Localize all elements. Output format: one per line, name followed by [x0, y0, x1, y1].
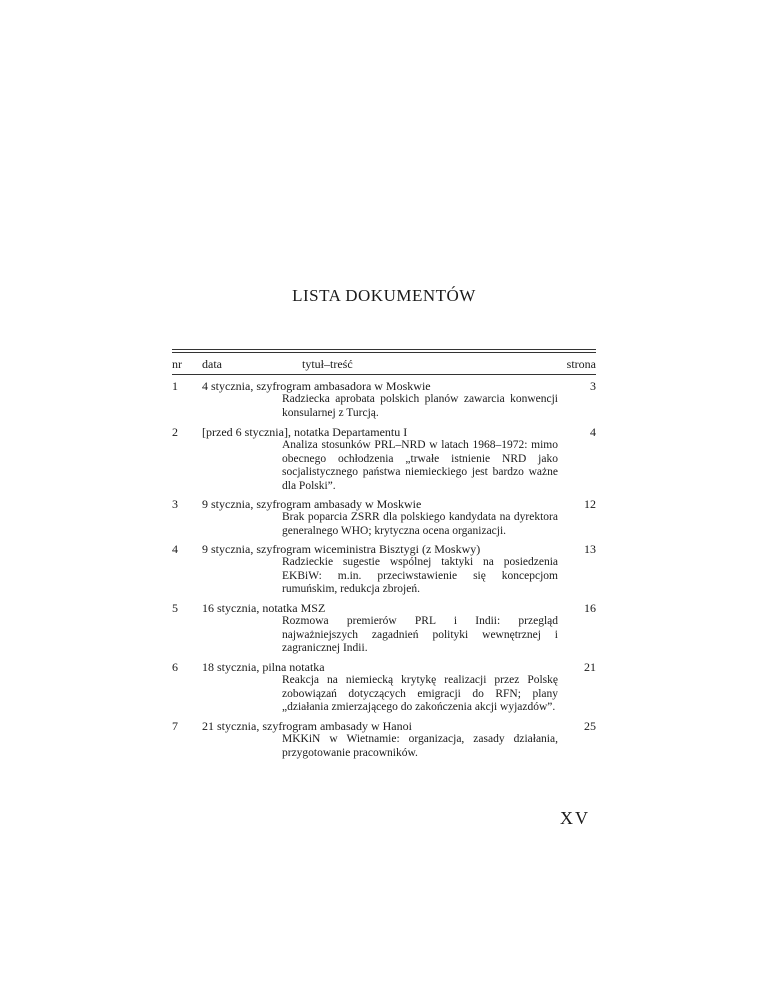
entry-page: 16	[584, 601, 596, 615]
table-rule-header	[172, 374, 596, 375]
table-rule-top	[172, 349, 596, 350]
entry-date: 18 stycznia, pilna notatka	[202, 660, 325, 674]
header-data: data	[202, 357, 222, 371]
table-rule-top-second	[172, 352, 596, 353]
header-tytul: tytuł–treść	[302, 357, 353, 371]
entry-description: Brak poparcia ZSRR dla polskiego kandydata na dyrektora generalnego WHO; krytyczna ocena organizacji.	[282, 511, 558, 537]
entry-number: 2	[172, 425, 178, 439]
entry-page: 3	[590, 379, 596, 393]
entry-date: 21 stycznia, szyfrogram ambasady w Hanoi	[202, 719, 412, 733]
entry-description: MKKiN w Wietnamie: organizacja, zasady działania, przygotowanie pracowników.	[282, 733, 558, 759]
entry-number: 3	[172, 497, 178, 511]
entry-description: Analiza stosunków PRL–NRD w latach 1968–1972: mimo obecnego ochłodzenia „trwałe istnienie NRD jako socjalistycznego państwa niemieckiego jest bardzo ważne dla Polski”.	[282, 439, 558, 492]
entry-number: 7	[172, 719, 178, 733]
entry-description: Reakcja na niemiecką krytykę realizacji przez Polskę zobowiązań dotyczących emigracji do RFN; plany „działania zmierzającego do zakończenia akcji wyjazdów”.	[282, 674, 558, 714]
entry-number: 4	[172, 542, 178, 556]
entry-page: 4	[590, 425, 596, 439]
table-header	[172, 357, 596, 373]
entry-date: 9 stycznia, szyfrogram ambasady w Moskwie	[202, 497, 422, 511]
entry-page: 21	[584, 660, 596, 674]
header-nr: nr	[172, 357, 182, 371]
entry-date: 9 stycznia, szyfrogram wiceministra Bisztygi (z Moskwy)	[202, 542, 481, 556]
page-title: LISTA DOKUMENTÓW	[292, 286, 476, 305]
header-strona: strona	[566, 357, 596, 371]
entry-number: 1	[172, 379, 178, 393]
entry-number: 6	[172, 660, 178, 674]
entry-description: Radzieckie sugestie wspólnej taktyki na posiedzenia EKBiW: m.in. przeciwstawienie się koncepcjom rumuńskim, redukcja zbrojeń.	[282, 556, 558, 596]
entry-date: 16 stycznia, notatka MSZ	[202, 601, 326, 615]
entry-page: 25	[584, 719, 596, 733]
page-folio: XV	[560, 808, 590, 828]
entry-date: [przed 6 stycznia], notatka Departamentu I	[202, 425, 408, 439]
entry-description: Radziecka aprobata polskich planów zawarcia konwencji konsularnej z Turcją.	[282, 393, 558, 419]
entry-number: 5	[172, 601, 178, 615]
entry-page: 13	[584, 542, 596, 556]
entry-date: 4 stycznia, szyfrogram ambasadora w Moskwie	[202, 379, 431, 393]
entry-page: 12	[584, 497, 596, 511]
entry-description: Rozmowa premierów PRL i Indii: przegląd najważniejszych zagadnień polityki wewnętrznej i zagranicznej Indii.	[282, 615, 558, 655]
